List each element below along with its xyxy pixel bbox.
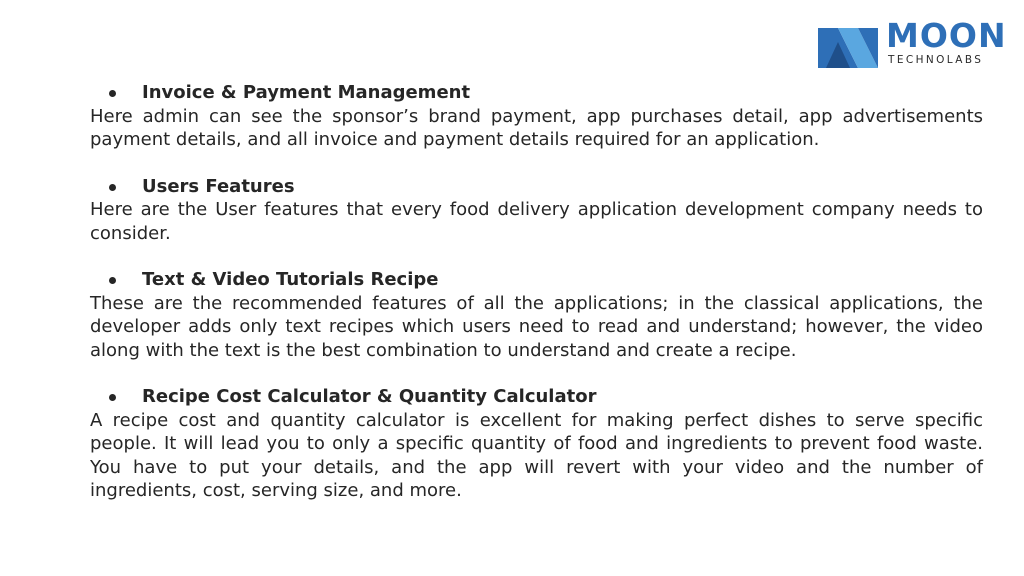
section-heading-text: Users Features [142,175,295,197]
document-body [90,81,983,526]
bullet-icon [109,90,116,97]
section-paragraph: Here are the User features that every food delivery application development company needs to consider. [90,199,983,244]
section-tutorials-recipe [90,268,983,362]
section-heading [90,81,983,105]
section-users-features [90,175,983,246]
moon-technolabs-mark-icon [818,22,880,70]
bullet-icon [109,394,116,401]
section-paragraph: Here admin can see the sponsor’s brand payment, app purchases detail, app advertisements payment details, and all invoice and payment details required for an application. [90,105,983,150]
section-invoice-payment [90,81,983,152]
section-heading-text: Text & Video Tutorials Recipe [142,269,439,290]
section-paragraph: A recipe cost and quantity calculator is excellent for making perfect dishes to serve specific people. It will lead you to only a specific quantity of food and ingredients to prevent food waste. You have to put your details, and the app will revert with your video and the number of ingredients, cost, serving size, and more. [90,409,983,501]
section-heading-text: Recipe Cost Calculator & Quantity Calculator [142,386,597,407]
logo-subtitle: TECHNOLABS [888,54,984,66]
section-heading [90,268,983,292]
section-heading [90,385,983,409]
bullet-icon [109,277,116,284]
section-heading [90,175,983,199]
section-cost-calculator [90,385,983,503]
section-paragraph: These are the recommended features of all the applications; in the classical applications, the developer adds only text recipes which users need to read and understand; however, the video along with the text is the best combination to understand and create a recipe. [90,292,983,361]
logo-wordmark: MOON [886,16,1007,55]
section-heading-text: Invoice & Payment Management [142,82,471,103]
company-logo [818,16,1014,72]
bullet-icon [109,184,116,191]
